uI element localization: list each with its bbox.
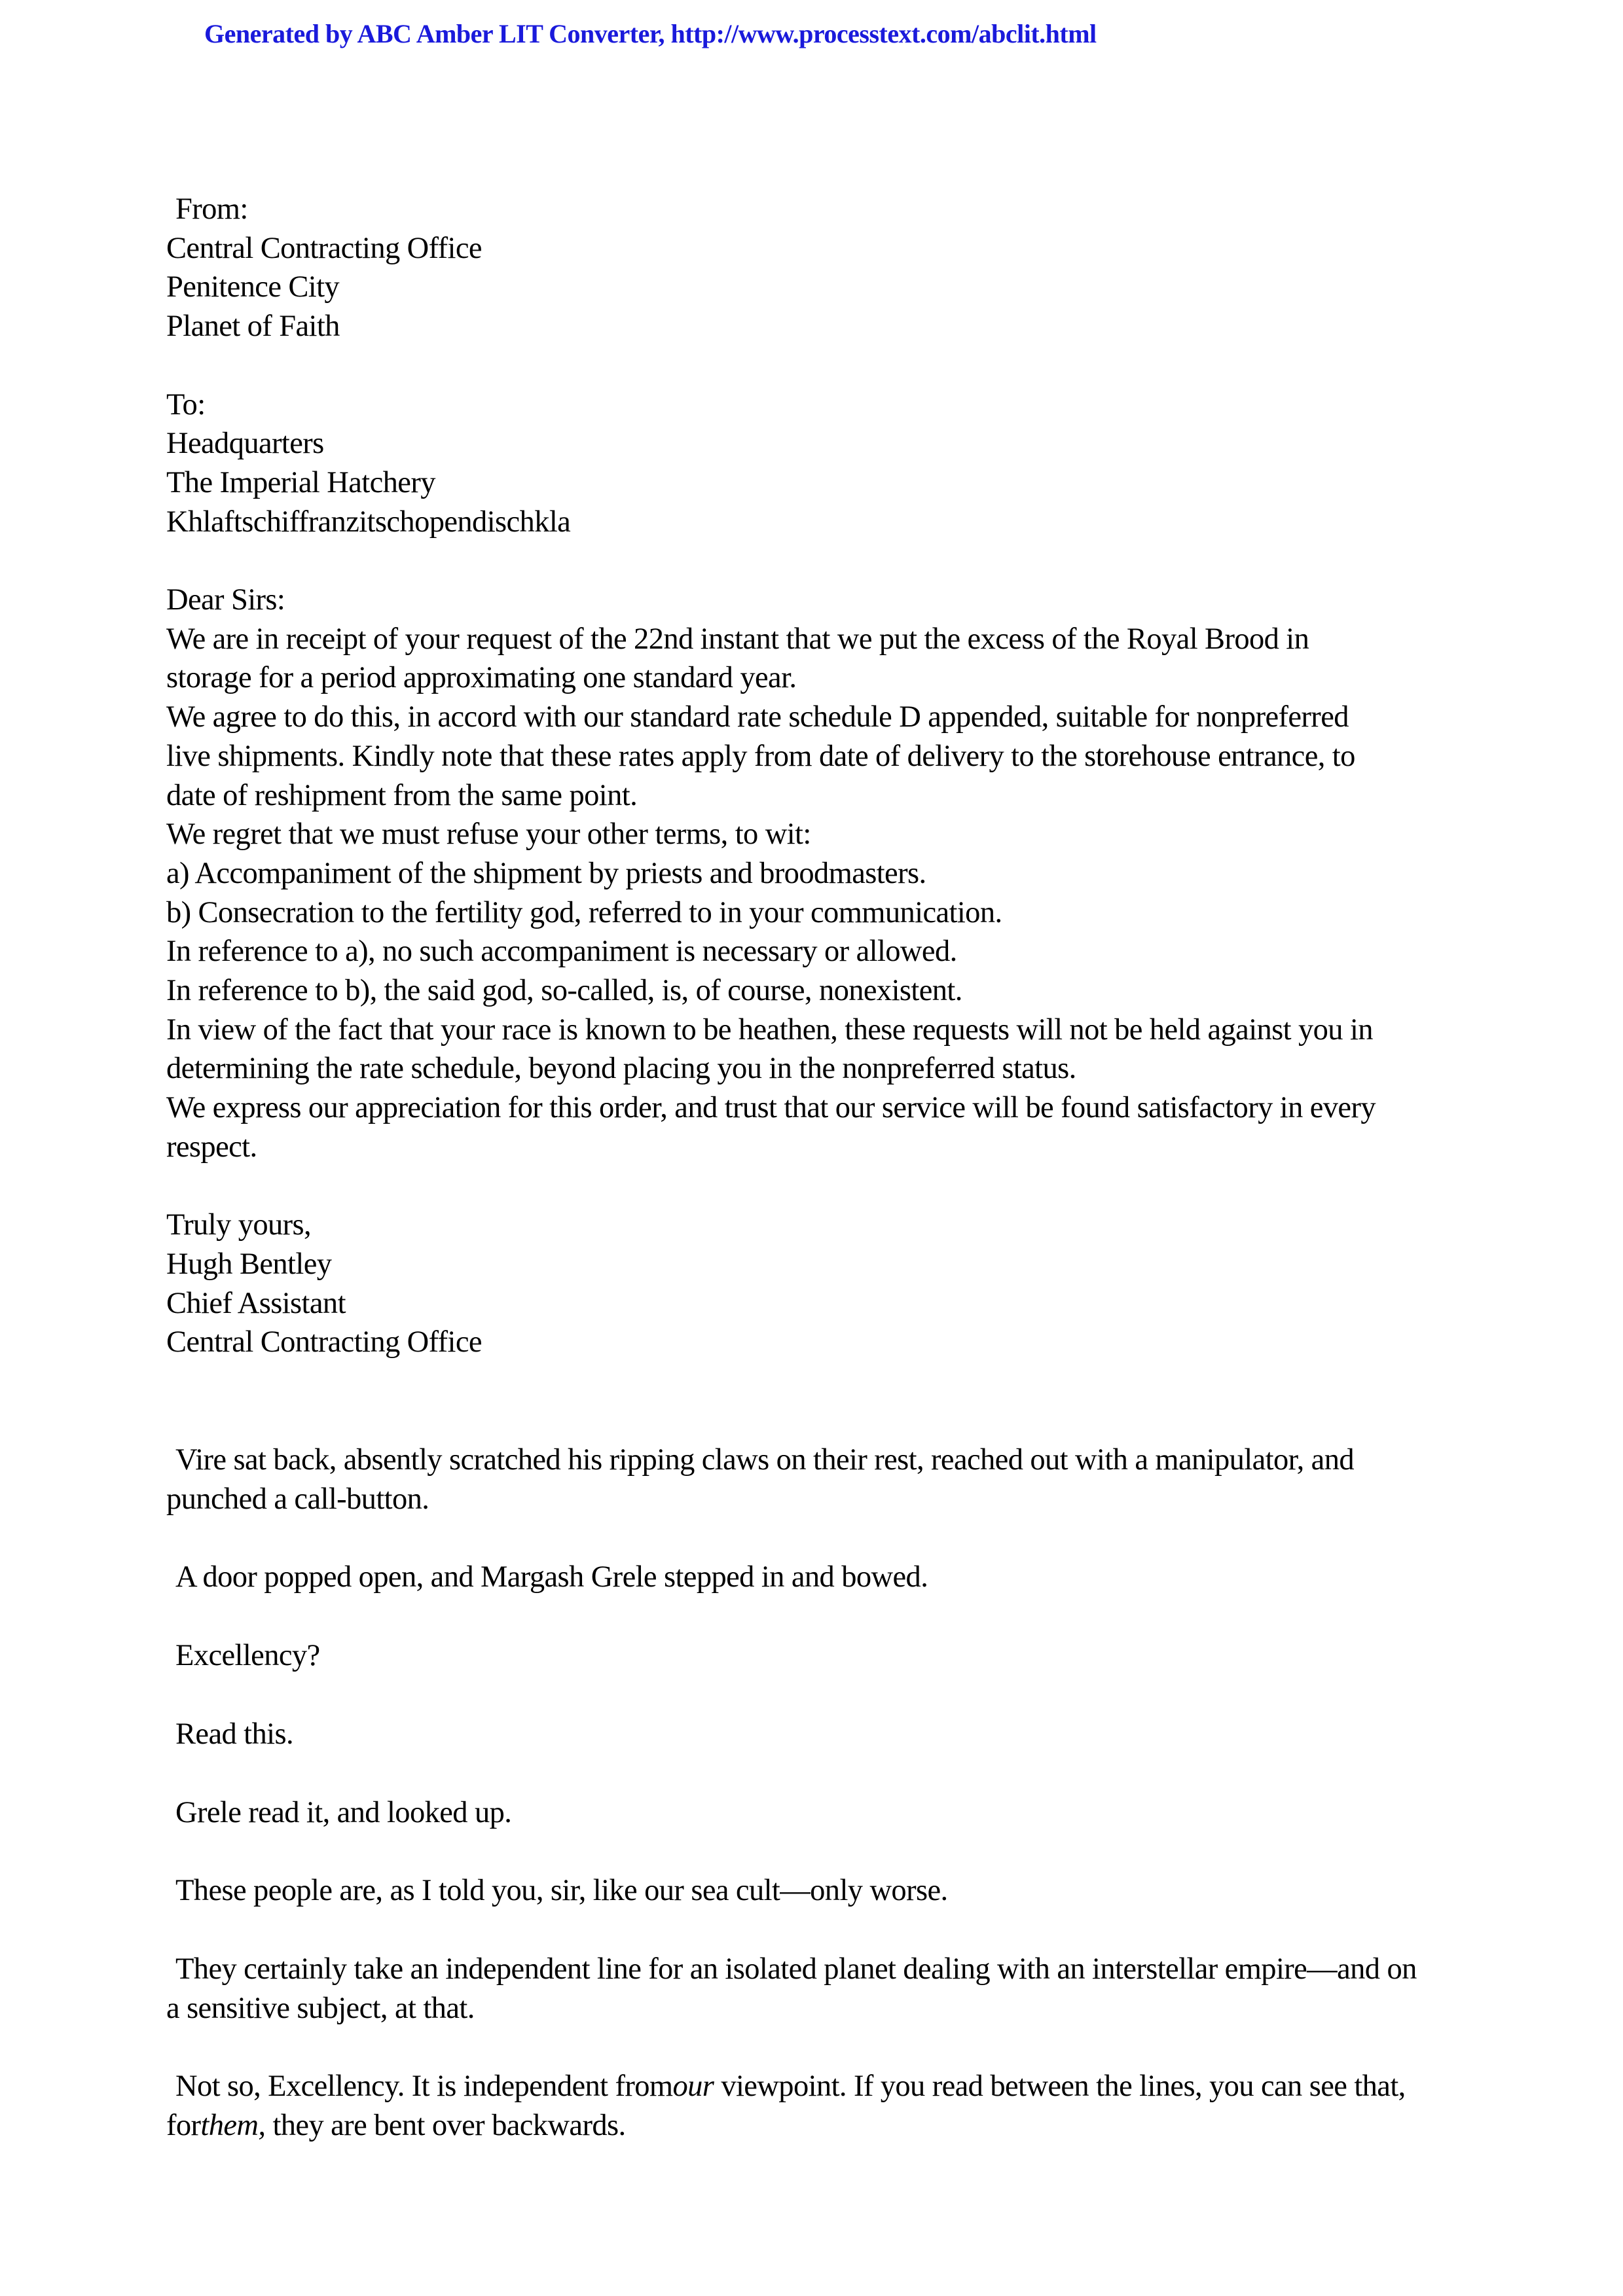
narrative-paragraph: Grele read it, and looked up.	[175, 1795, 512, 1829]
letter-body-line: live shipments. Kindly note that these rates apply from date of delivery to the storehouse entrance, to	[166, 739, 1355, 773]
signature-name: Hugh Bentley	[166, 1247, 332, 1281]
narrative-paragraph-line: punched a call-button.	[166, 1482, 429, 1516]
letter-body-line: We express our appreciation for this order, and trust that our service will be found satisfactory in every	[166, 1091, 1376, 1125]
spacer	[166, 541, 1482, 581]
dialogue-line: These people are, as I told you, sir, like our sea cult—only worse.	[175, 1874, 948, 1908]
from-line: Planet of Faith	[166, 310, 340, 344]
dialogue-line: They certainly take an independent line for an isolated planet dealing with an interstellar empire—and on	[175, 1952, 1417, 1986]
letter-body-line: a) Accompaniment of the shipment by priests and broodmasters.	[166, 856, 926, 890]
emphasis-text: our	[672, 2070, 714, 2104]
spacer	[166, 1362, 1482, 1441]
from-line: Penitence City	[166, 270, 340, 304]
spacer	[166, 1754, 1482, 1793]
text-run: Not so, Excellency. It is independent from	[175, 2070, 673, 2104]
dialogue-line: a sensitive subject, at that.	[166, 1991, 475, 2025]
narrative-paragraph: A door popped open, and Margash Grele stepped in and bowed.	[175, 1560, 928, 1594]
from-label: From:	[175, 192, 248, 226]
spacer	[166, 1832, 1482, 1871]
letter-body-line: In reference to b), the said god, so-called, is, of course, nonexistent.	[166, 974, 962, 1008]
converter-banner[interactable]: Generated by ABC Amber LIT Converter, http://www.processtext.com/abclit.html	[204, 19, 1097, 48]
salutation: Dear Sirs:	[166, 583, 285, 617]
letter-body-line: In reference to a), no such accompaniment is necessary or allowed.	[166, 935, 957, 969]
text-run: for	[166, 2109, 201, 2143]
spacer	[166, 2028, 1482, 2067]
letter-body-line: In view of the fact that your race is known to be heathen, these requests will not be held against you in	[166, 1013, 1373, 1047]
from-line: Central Contracting Office	[166, 231, 482, 265]
letter-body-line: determining the rate schedule, beyond placing you in the nonpreferred status.	[166, 1052, 1076, 1086]
narrative-paragraph-line: Vire sat back, absently scratched his ripping claws on their rest, reached out with a manipulator, and	[175, 1443, 1355, 1477]
letter-body-line: We agree to do this, in accord with our standard rate schedule D appended, suitable for nonpreferred	[166, 700, 1349, 734]
dialogue-line: Read this.	[175, 1717, 293, 1751]
letter-body-line: date of reshipment from the same point.	[166, 778, 638, 812]
letter-body-line: respect.	[166, 1130, 257, 1164]
dialogue-line	[166, 2067, 1482, 2106]
to-line: The Imperial Hatchery	[166, 465, 435, 499]
spacer	[166, 1518, 1482, 1558]
text-run: viewpoint. If you read between the lines, you can see that,	[714, 2070, 1406, 2104]
spacer	[166, 1597, 1482, 1636]
signature-office: Central Contracting Office	[166, 1325, 482, 1359]
spacer	[166, 1167, 1482, 1206]
to-line: Khlaftschiffranzitschopendischkla	[166, 505, 571, 539]
dialogue-line: Excellency?	[175, 1639, 320, 1673]
letter-body-line: We regret that we must refuse your other terms, to wit:	[166, 817, 811, 852]
letter-body-line: storage for a period approximating one standard year.	[166, 661, 797, 695]
letter-body-line: We are in receipt of your request of the 22nd instant that we put the excess of the Royal Brood in	[166, 622, 1309, 656]
spacer	[166, 1910, 1482, 1950]
dialogue-line	[166, 2106, 1482, 2145]
to-line: Headquarters	[166, 427, 324, 461]
text-run: they are bent over backwards.	[265, 2109, 626, 2143]
emphasis-text: them,	[200, 2109, 266, 2143]
spacer	[166, 346, 1482, 386]
closing-line: Truly yours,	[166, 1208, 312, 1242]
document-page	[166, 190, 1482, 2145]
letter-body-line: b) Consecration to the fertility god, referred to in your communication.	[166, 895, 1002, 929]
signature-title: Chief Assistant	[166, 1286, 346, 1320]
spacer	[166, 1676, 1482, 1715]
to-label: To:	[166, 387, 206, 422]
